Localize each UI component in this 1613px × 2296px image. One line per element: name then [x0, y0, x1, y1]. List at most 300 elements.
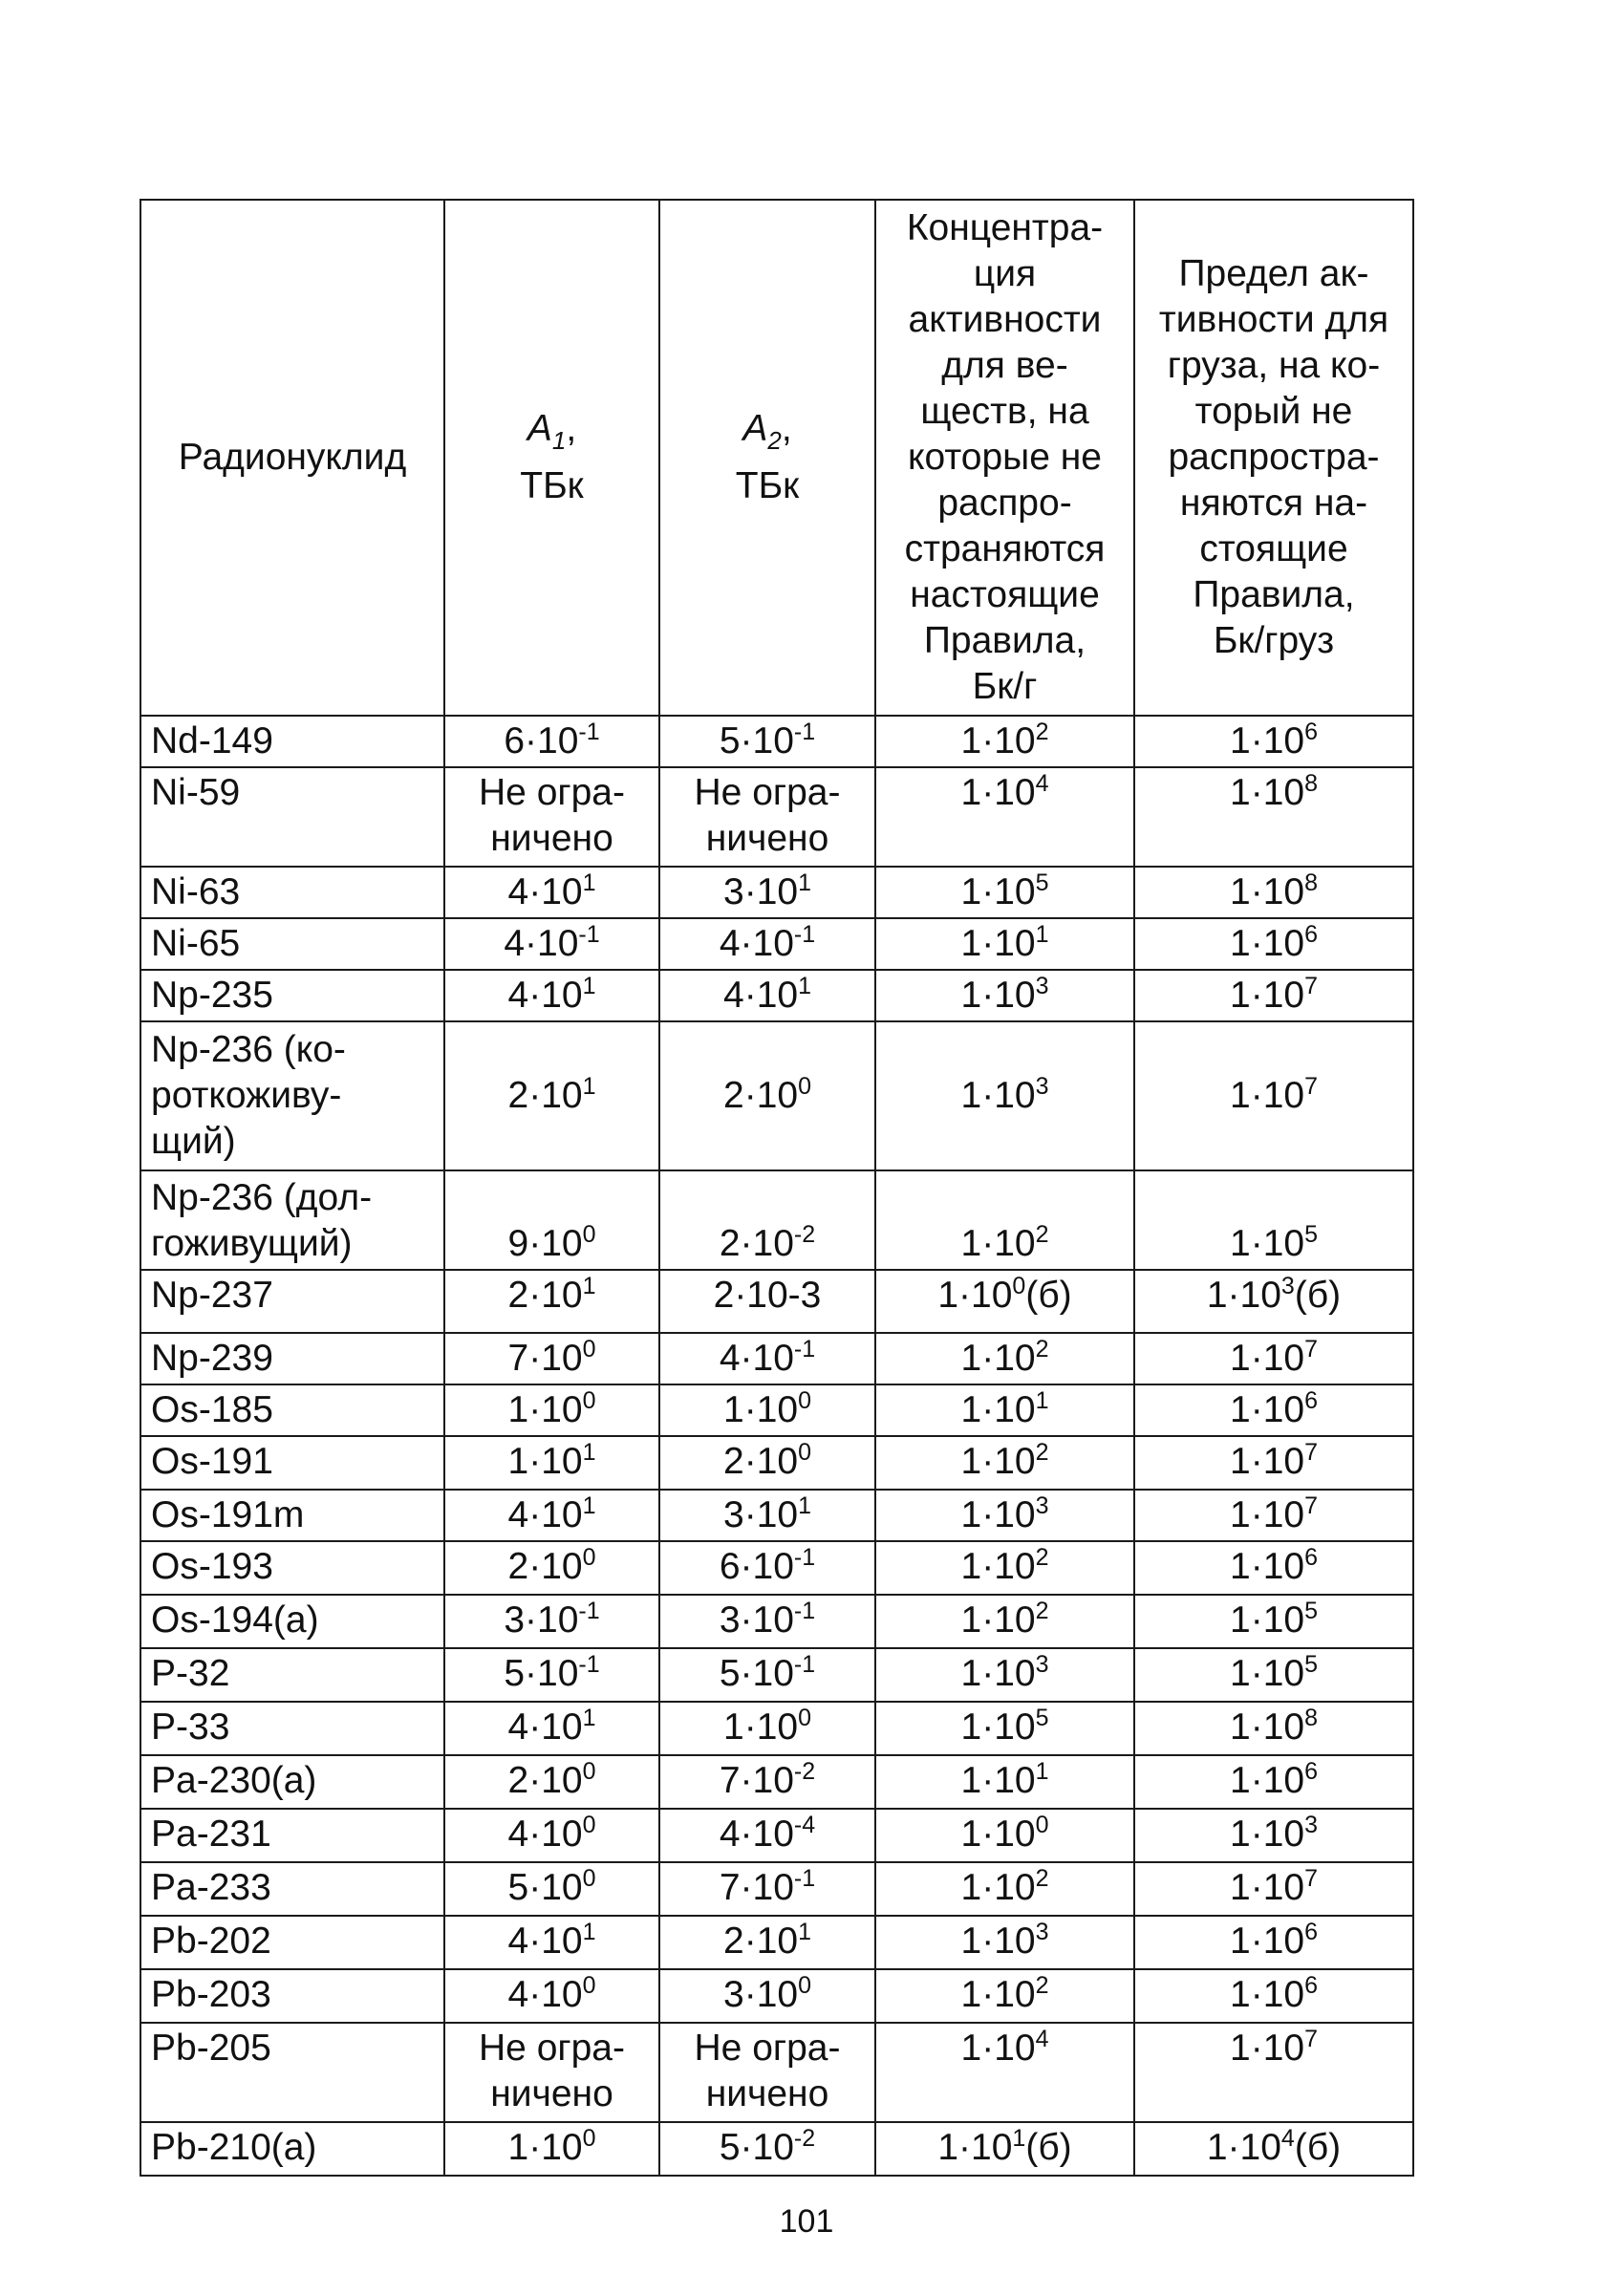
- cell-consignment-limit-exponent: 8: [1304, 770, 1318, 797]
- cell-concentration-exponent: 3: [1035, 1492, 1049, 1519]
- cell-a1-mantissa: Не огра- ничено: [479, 772, 625, 859]
- cell-a2-exponent: -1: [793, 719, 816, 745]
- cell-concentration-mantissa: 1·10: [960, 1813, 1036, 1855]
- cell-a1-mantissa: 4·10: [507, 1974, 583, 2015]
- cell-a1: [444, 1490, 659, 1541]
- cell-concentration: [875, 1702, 1134, 1755]
- cell-a2-mantissa: 5·10: [719, 1653, 794, 1694]
- cell-consignment-limit: [1134, 1862, 1413, 1916]
- table-row: [140, 1969, 1413, 2023]
- cell-consignment-limit-exponent: 7: [1304, 1439, 1318, 1466]
- cell-consignment-limit-exponent: 7: [1304, 1336, 1318, 1363]
- cell-a2-mantissa: 7·10: [719, 1760, 794, 1801]
- cell-concentration-mantissa: 1·10: [960, 1599, 1036, 1641]
- cell-a2: [659, 918, 875, 970]
- cell-consignment-limit-mantissa: 1·10: [1206, 2127, 1281, 2168]
- cell-radionuclide: Np-236 (дол- гоживущий): [140, 1170, 444, 1270]
- cell-a2-mantissa: 4·10: [719, 1813, 794, 1855]
- cell-consignment-limit-exponent: 6: [1304, 1972, 1318, 1999]
- cell-a1: [444, 1021, 659, 1170]
- cell-a2: [659, 1021, 875, 1170]
- cell-consignment-limit: [1134, 1270, 1413, 1333]
- cell-consignment-limit-mantissa: 1·10: [1230, 1813, 1305, 1855]
- cell-consignment-limit: [1134, 1436, 1413, 1490]
- cell-a1-mantissa: 4·10: [504, 923, 579, 964]
- cell-a1-exponent: 0: [582, 1972, 596, 1999]
- cell-radionuclide: P-32: [140, 1648, 444, 1702]
- cell-a2-mantissa: 4·10: [719, 1338, 794, 1379]
- header-a1-symbol: $A_1$: [527, 408, 567, 455]
- cell-a1: [444, 1170, 659, 1270]
- cell-concentration: [875, 1862, 1134, 1916]
- cell-concentration-mantissa: 1·10: [960, 1653, 1036, 1694]
- cell-a2-mantissa: 3·10: [719, 1599, 794, 1641]
- cell-a2: [659, 1270, 875, 1333]
- cell-concentration-mantissa: 1·10: [960, 2028, 1036, 2069]
- cell-consignment-limit-mantissa: 1·10: [1230, 1867, 1305, 1908]
- cell-radionuclide: Pb-210(a): [140, 2122, 444, 2176]
- cell-a1-exponent: -1: [578, 719, 600, 745]
- cell-concentration: [875, 1595, 1134, 1648]
- cell-a2-exponent: -4: [793, 1812, 816, 1838]
- cell-concentration: [875, 1541, 1134, 1595]
- cell-consignment-limit-mantissa: 1·10: [1230, 1760, 1305, 1801]
- table-row: [140, 1755, 1413, 1809]
- cell-a2-exponent: 1: [798, 973, 811, 999]
- cell-a2-exponent: -1: [793, 1598, 816, 1624]
- cell-radionuclide: Pa-231: [140, 1809, 444, 1862]
- table-row: [140, 1021, 1413, 1170]
- cell-a2: [659, 970, 875, 1021]
- cell-concentration-exponent: 0: [1012, 1273, 1026, 1299]
- cell-a2: [659, 867, 875, 918]
- cell-a2: [659, 1755, 875, 1809]
- cell-a1-mantissa: 2·10: [507, 1546, 583, 1587]
- cell-consignment-limit: [1134, 1809, 1413, 1862]
- cell-a2-mantissa: 7·10: [719, 1867, 794, 1908]
- cell-a2-mantissa: 5·10: [719, 2127, 794, 2168]
- nuclide-table: [140, 199, 1414, 2177]
- table-row: [140, 1809, 1413, 1862]
- cell-a2-mantissa: Не огра- ничено: [694, 772, 841, 859]
- cell-consignment-limit-mantissa: 1·10: [1230, 1338, 1305, 1379]
- cell-a2-mantissa: 4·10: [719, 923, 794, 964]
- cell-a1-mantissa: 4·10: [507, 1813, 583, 1855]
- cell-a1-exponent: 0: [582, 1387, 596, 1414]
- table-row: [140, 970, 1413, 1021]
- cell-a2-mantissa: 1·10: [723, 1389, 799, 1430]
- cell-a1: [444, 1755, 659, 1809]
- table-row: [140, 2023, 1413, 2122]
- table-row: [140, 1490, 1413, 1541]
- cell-radionuclide: Ni-65: [140, 918, 444, 970]
- cell-consignment-limit: [1134, 1702, 1413, 1755]
- cell-concentration-mantissa: 1·10: [937, 2127, 1013, 2168]
- cell-concentration-mantissa: 1·10: [960, 1920, 1036, 1962]
- cell-radionuclide: Os-191: [140, 1436, 444, 1490]
- cell-a2: [659, 1490, 875, 1541]
- cell-a2-mantissa: 2·10-3: [713, 1275, 822, 1316]
- table-row: [140, 1541, 1413, 1595]
- cell-concentration-exponent: 5: [1035, 1705, 1049, 1731]
- table-row: [140, 2122, 1413, 2176]
- cell-concentration-mantissa: 1·10: [960, 923, 1036, 964]
- cell-consignment-limit-exponent: 6: [1304, 921, 1318, 948]
- cell-concentration: [875, 1270, 1134, 1333]
- cell-consignment-limit-exponent: 6: [1304, 1919, 1318, 1945]
- cell-consignment-limit: [1134, 1384, 1413, 1436]
- cell-a1-mantissa: 1·10: [507, 1441, 583, 1482]
- cell-a1-exponent: 0: [582, 2125, 596, 2152]
- table-row: [140, 716, 1413, 767]
- cell-a1-exponent: 1: [582, 1273, 596, 1299]
- cell-concentration-exponent: 2: [1035, 1598, 1049, 1624]
- cell-concentration-mantissa: 1·10: [960, 1494, 1036, 1535]
- cell-concentration: [875, 867, 1134, 918]
- cell-a2-exponent: 0: [798, 1439, 811, 1466]
- cell-concentration: [875, 2122, 1134, 2176]
- cell-a1-mantissa: 5·10: [504, 1653, 579, 1694]
- cell-a2-exponent: -1: [793, 1651, 816, 1678]
- cell-concentration-mantissa: 1·10: [960, 1389, 1036, 1430]
- cell-concentration-exponent: 5: [1035, 869, 1049, 896]
- cell-a2-mantissa: 5·10: [719, 720, 794, 762]
- cell-a2-exponent: 0: [798, 1705, 811, 1731]
- cell-consignment-limit: [1134, 1490, 1413, 1541]
- cell-consignment-limit: [1134, 2023, 1413, 2122]
- cell-a1-mantissa: 9·10: [507, 1223, 583, 1264]
- cell-a1-exponent: 1: [582, 973, 596, 999]
- cell-a1: [444, 1862, 659, 1916]
- table-row: [140, 1436, 1413, 1490]
- cell-a2-mantissa: 3·10: [723, 1974, 799, 2015]
- header-a1: $A_1$, ТБк: [444, 200, 659, 716]
- cell-a1-mantissa: 4·10: [507, 871, 583, 912]
- cell-a1: [444, 767, 659, 867]
- cell-a2-mantissa: 3·10: [723, 1494, 799, 1535]
- cell-a2-exponent: -2: [793, 1221, 816, 1248]
- cell-consignment-limit: [1134, 1541, 1413, 1595]
- header-radionuclide: Радионуклид: [140, 200, 444, 716]
- cell-radionuclide: P-33: [140, 1702, 444, 1755]
- cell-a1: [444, 1541, 659, 1595]
- cell-a1: [444, 1436, 659, 1490]
- cell-concentration-exponent: 1: [1035, 1387, 1049, 1414]
- cell-a1: [444, 867, 659, 918]
- cell-a1-mantissa: 3·10: [504, 1599, 579, 1641]
- cell-concentration-mantissa: 1·10: [960, 1974, 1036, 2015]
- cell-a1-mantissa: 1·10: [507, 1389, 583, 1430]
- cell-concentration-mantissa: 1·10: [960, 1075, 1036, 1116]
- cell-consignment-limit: [1134, 1170, 1413, 1270]
- header-concentration: Концентра- ция активности для ве- ществ, на которые не распро- страняются настоящие Правила, Бк/г: [875, 200, 1134, 716]
- cell-concentration: [875, 1021, 1134, 1170]
- cell-concentration-mantissa: 1·10: [960, 1338, 1036, 1379]
- cell-radionuclide: Pb-205: [140, 2023, 444, 2122]
- cell-a2-mantissa: 3·10: [723, 871, 799, 912]
- cell-concentration-exponent: 2: [1035, 1544, 1049, 1571]
- cell-consignment-limit-mantissa: 1·10: [1230, 975, 1305, 1016]
- cell-radionuclide: Os-193: [140, 1541, 444, 1595]
- cell-radionuclide: Nd-149: [140, 716, 444, 767]
- table-row: [140, 1702, 1413, 1755]
- cell-consignment-limit-exponent: 5: [1304, 1221, 1318, 1248]
- cell-consignment-limit-mantissa: 1·10: [1230, 1389, 1305, 1430]
- cell-a2-mantissa: 2·10: [719, 1223, 794, 1264]
- cell-concentration: [875, 1755, 1134, 1809]
- cell-concentration-mantissa: 1·10: [960, 975, 1036, 1016]
- cell-concentration-mantissa: 1·10: [960, 1223, 1036, 1264]
- cell-radionuclide: Os-194(a): [140, 1595, 444, 1648]
- cell-consignment-limit: [1134, 1021, 1413, 1170]
- cell-a1-mantissa: 6·10: [504, 720, 579, 762]
- cell-a1-mantissa: 1·10: [507, 2127, 583, 2168]
- cell-consignment-limit-exponent: 4: [1280, 2125, 1295, 2152]
- cell-a2-exponent: -1: [793, 1865, 816, 1892]
- table-row: [140, 867, 1413, 918]
- cell-concentration-mantissa: 1·10: [960, 1706, 1036, 1748]
- table-row: [140, 1595, 1413, 1648]
- cell-consignment-limit-exponent: 7: [1304, 973, 1318, 999]
- cell-concentration-exponent: 3: [1035, 1919, 1049, 1945]
- cell-consignment-limit-mantissa: 1·10: [1230, 1441, 1305, 1482]
- cell-a2: [659, 1436, 875, 1490]
- table-row: [140, 1270, 1413, 1333]
- cell-a1-mantissa: 2·10: [507, 1075, 583, 1116]
- cell-a1-mantissa: 5·10: [507, 1867, 583, 1908]
- cell-consignment-limit: [1134, 2122, 1413, 2176]
- cell-concentration-exponent: 2: [1035, 1336, 1049, 1363]
- cell-a2: [659, 716, 875, 767]
- cell-radionuclide: Np-236 (ко- роткоживу- щий): [140, 1021, 444, 1170]
- cell-radionuclide: Ni-59: [140, 767, 444, 867]
- cell-a1-exponent: 0: [582, 1544, 596, 1571]
- header-a1-unit: ТБк: [520, 464, 584, 506]
- cell-a1: [444, 1809, 659, 1862]
- cell-concentration: [875, 918, 1134, 970]
- cell-a2: [659, 1595, 875, 1648]
- cell-a1-exponent: 1: [582, 869, 596, 896]
- cell-a1: [444, 1916, 659, 1969]
- cell-radionuclide: Os-185: [140, 1384, 444, 1436]
- cell-consignment-limit: [1134, 1333, 1413, 1384]
- cell-a2: [659, 1541, 875, 1595]
- cell-a1: [444, 1333, 659, 1384]
- cell-a2: [659, 1969, 875, 2023]
- cell-consignment-limit-mantissa: 1·10: [1230, 720, 1305, 762]
- cell-concentration-exponent: 2: [1035, 719, 1049, 745]
- cell-a2-mantissa: 2·10: [723, 1075, 799, 1116]
- page-number: 101: [779, 2203, 834, 2240]
- cell-concentration-exponent: 4: [1035, 770, 1049, 797]
- cell-consignment-limit-mantissa: 1·10: [1230, 1706, 1305, 1748]
- cell-a1-mantissa: 4·10: [507, 1706, 583, 1748]
- cell-a2-exponent: -2: [793, 2125, 816, 2152]
- cell-concentration-mantissa: 1·10: [960, 720, 1036, 762]
- cell-consignment-limit: [1134, 1916, 1413, 1969]
- cell-consignment-limit-exponent: 6: [1304, 1544, 1318, 1571]
- cell-a1-exponent: 1: [582, 1919, 596, 1945]
- cell-a1: [444, 1270, 659, 1333]
- cell-a1-mantissa: 2·10: [507, 1760, 583, 1801]
- cell-concentration-mantissa: 1·10: [960, 1546, 1036, 1587]
- cell-a2-mantissa: 2·10: [723, 1920, 799, 1962]
- cell-consignment-limit-mantissa: 1·10: [1230, 1075, 1305, 1116]
- cell-a1: [444, 1648, 659, 1702]
- cell-a2-mantissa: Не огра- ничено: [694, 2028, 841, 2114]
- cell-consignment-limit: [1134, 1648, 1413, 1702]
- cell-concentration-mantissa: 1·10: [937, 1275, 1013, 1316]
- cell-radionuclide: Os-191m: [140, 1490, 444, 1541]
- cell-a1: [444, 970, 659, 1021]
- cell-a2-exponent: -2: [793, 1758, 816, 1785]
- cell-a2: [659, 2122, 875, 2176]
- table-row: [140, 1384, 1413, 1436]
- cell-a1-exponent: 0: [582, 1812, 596, 1838]
- cell-a2-exponent: 1: [798, 1919, 811, 1945]
- cell-a1-exponent: 0: [582, 1221, 596, 1248]
- table-header-row: [140, 200, 1413, 716]
- cell-consignment-limit-exponent: 6: [1304, 1758, 1318, 1785]
- cell-concentration: [875, 1648, 1134, 1702]
- cell-radionuclide: Pa-230(a): [140, 1755, 444, 1809]
- cell-a1-exponent: -1: [578, 1651, 600, 1678]
- cell-a2: [659, 1170, 875, 1270]
- cell-a1: [444, 2023, 659, 2122]
- cell-consignment-limit-exponent: 6: [1304, 719, 1318, 745]
- cell-radionuclide: Np-235: [140, 970, 444, 1021]
- cell-consignment-limit-mantissa: 1·10: [1230, 772, 1305, 813]
- cell-consignment-limit: [1134, 918, 1413, 970]
- cell-concentration-mantissa: 1·10: [960, 772, 1036, 813]
- cell-a2-exponent: -1: [793, 1336, 816, 1363]
- cell-a1: [444, 1969, 659, 2023]
- cell-consignment-limit-exponent: 3: [1304, 1812, 1318, 1838]
- cell-consignment-limit-exponent: 5: [1304, 1598, 1318, 1624]
- header-a2-unit: ТБк: [735, 464, 800, 506]
- cell-a1: [444, 716, 659, 767]
- cell-concentration: [875, 716, 1134, 767]
- cell-consignment-limit-mantissa: 1·10: [1230, 2028, 1305, 2069]
- cell-a2: [659, 1702, 875, 1755]
- cell-a2: [659, 1916, 875, 1969]
- cell-consignment-limit-mantissa: 1·10: [1230, 1223, 1305, 1264]
- table-row: [140, 918, 1413, 970]
- cell-consignment-limit-exponent: 7: [1304, 1073, 1318, 1100]
- cell-a2: [659, 1384, 875, 1436]
- cell-a2: [659, 1333, 875, 1384]
- cell-radionuclide: Ni-63: [140, 867, 444, 918]
- cell-consignment-limit-mantissa: 1·10: [1206, 1275, 1281, 1316]
- header-consignment-limit: Предел ак- тивности для груза, на ко- торый не распростра- няются на- стоящие Правила, Бк/груз: [1134, 200, 1413, 716]
- cell-consignment-limit-mantissa: 1·10: [1230, 1599, 1305, 1641]
- cell-a2: [659, 1809, 875, 1862]
- cell-concentration-exponent: 2: [1035, 1865, 1049, 1892]
- cell-a1-exponent: 1: [582, 1073, 596, 1100]
- cell-consignment-limit-exponent: 8: [1304, 1705, 1318, 1731]
- cell-a1-mantissa: 4·10: [507, 1920, 583, 1962]
- cell-radionuclide: Pb-202: [140, 1916, 444, 1969]
- cell-consignment-limit: [1134, 1595, 1413, 1648]
- cell-a1-exponent: 1: [582, 1705, 596, 1731]
- cell-concentration-exponent: 2: [1035, 1972, 1049, 1999]
- cell-concentration: [875, 970, 1134, 1021]
- cell-consignment-limit-mantissa: 1·10: [1230, 923, 1305, 964]
- cell-concentration-exponent: 0: [1035, 1812, 1049, 1838]
- cell-consignment-limit: [1134, 1969, 1413, 2023]
- cell-concentration: [875, 2023, 1134, 2122]
- table-row: [140, 1170, 1413, 1270]
- cell-consignment-limit-mantissa: 1·10: [1230, 1920, 1305, 1962]
- cell-a1-exponent: -1: [578, 1598, 600, 1624]
- table-row: [140, 1648, 1413, 1702]
- cell-concentration-exponent: 4: [1035, 2026, 1049, 2052]
- cell-concentration-mantissa: 1·10: [960, 871, 1036, 912]
- cell-consignment-limit-exponent: 7: [1304, 1865, 1318, 1892]
- cell-a1: [444, 1702, 659, 1755]
- cell-a1-exponent: 0: [582, 1758, 596, 1785]
- cell-consignment-limit-mantissa: 1·10: [1230, 1974, 1305, 2015]
- cell-a1-exponent: 1: [582, 1439, 596, 1466]
- cell-radionuclide: Np-237: [140, 1270, 444, 1333]
- cell-consignment-limit-mantissa: 1·10: [1230, 1653, 1305, 1694]
- cell-consignment-limit: [1134, 716, 1413, 767]
- cell-consignment-limit: [1134, 867, 1413, 918]
- cell-a1-exponent: -1: [578, 921, 600, 948]
- table-row: [140, 1862, 1413, 1916]
- cell-concentration: [875, 1490, 1134, 1541]
- cell-a2: [659, 2023, 875, 2122]
- cell-consignment-limit-mantissa: 1·10: [1230, 1546, 1305, 1587]
- cell-concentration-exponent: 2: [1035, 1221, 1049, 1248]
- cell-a1-mantissa: 2·10: [507, 1275, 583, 1316]
- cell-a2-exponent: -1: [793, 921, 816, 948]
- cell-concentration: [875, 1916, 1134, 1969]
- cell-consignment-limit-note: (б): [1294, 2127, 1342, 2168]
- cell-a2: [659, 1862, 875, 1916]
- cell-concentration: [875, 1333, 1134, 1384]
- cell-concentration-exponent: 3: [1035, 973, 1049, 999]
- cell-a2-exponent: 0: [798, 1972, 811, 1999]
- cell-consignment-limit-note: (б): [1294, 1275, 1342, 1316]
- cell-a2-exponent: 1: [798, 1492, 811, 1519]
- cell-a2-exponent: 0: [798, 1073, 811, 1100]
- cell-consignment-limit-exponent: 8: [1304, 869, 1318, 896]
- cell-radionuclide: Np-239: [140, 1333, 444, 1384]
- cell-consignment-limit: [1134, 767, 1413, 867]
- cell-consignment-limit-exponent: 7: [1304, 2026, 1318, 2052]
- cell-concentration: [875, 1170, 1134, 1270]
- table-row: [140, 767, 1413, 867]
- cell-a1-mantissa: Не огра- ничено: [479, 2028, 625, 2114]
- cell-radionuclide: Pa-233: [140, 1862, 444, 1916]
- cell-concentration: [875, 1809, 1134, 1862]
- cell-concentration-mantissa: 1·10: [960, 1867, 1036, 1908]
- cell-consignment-limit-exponent: 6: [1304, 1387, 1318, 1414]
- header-a2: $A_2$, ТБк: [659, 200, 875, 716]
- cell-consignment-limit-mantissa: 1·10: [1230, 1494, 1305, 1535]
- cell-concentration-mantissa: 1·10: [960, 1441, 1036, 1482]
- cell-concentration-exponent: 3: [1035, 1651, 1049, 1678]
- cell-consignment-limit-mantissa: 1·10: [1230, 871, 1305, 912]
- cell-consignment-limit: [1134, 970, 1413, 1021]
- cell-concentration: [875, 1969, 1134, 2023]
- cell-a2-exponent: -1: [793, 1544, 816, 1571]
- cell-a2-mantissa: 6·10: [719, 1546, 794, 1587]
- cell-consignment-limit-exponent: 7: [1304, 1492, 1318, 1519]
- cell-a1-exponent: 0: [582, 1865, 596, 1892]
- cell-concentration-exponent: 1: [1012, 2125, 1026, 2152]
